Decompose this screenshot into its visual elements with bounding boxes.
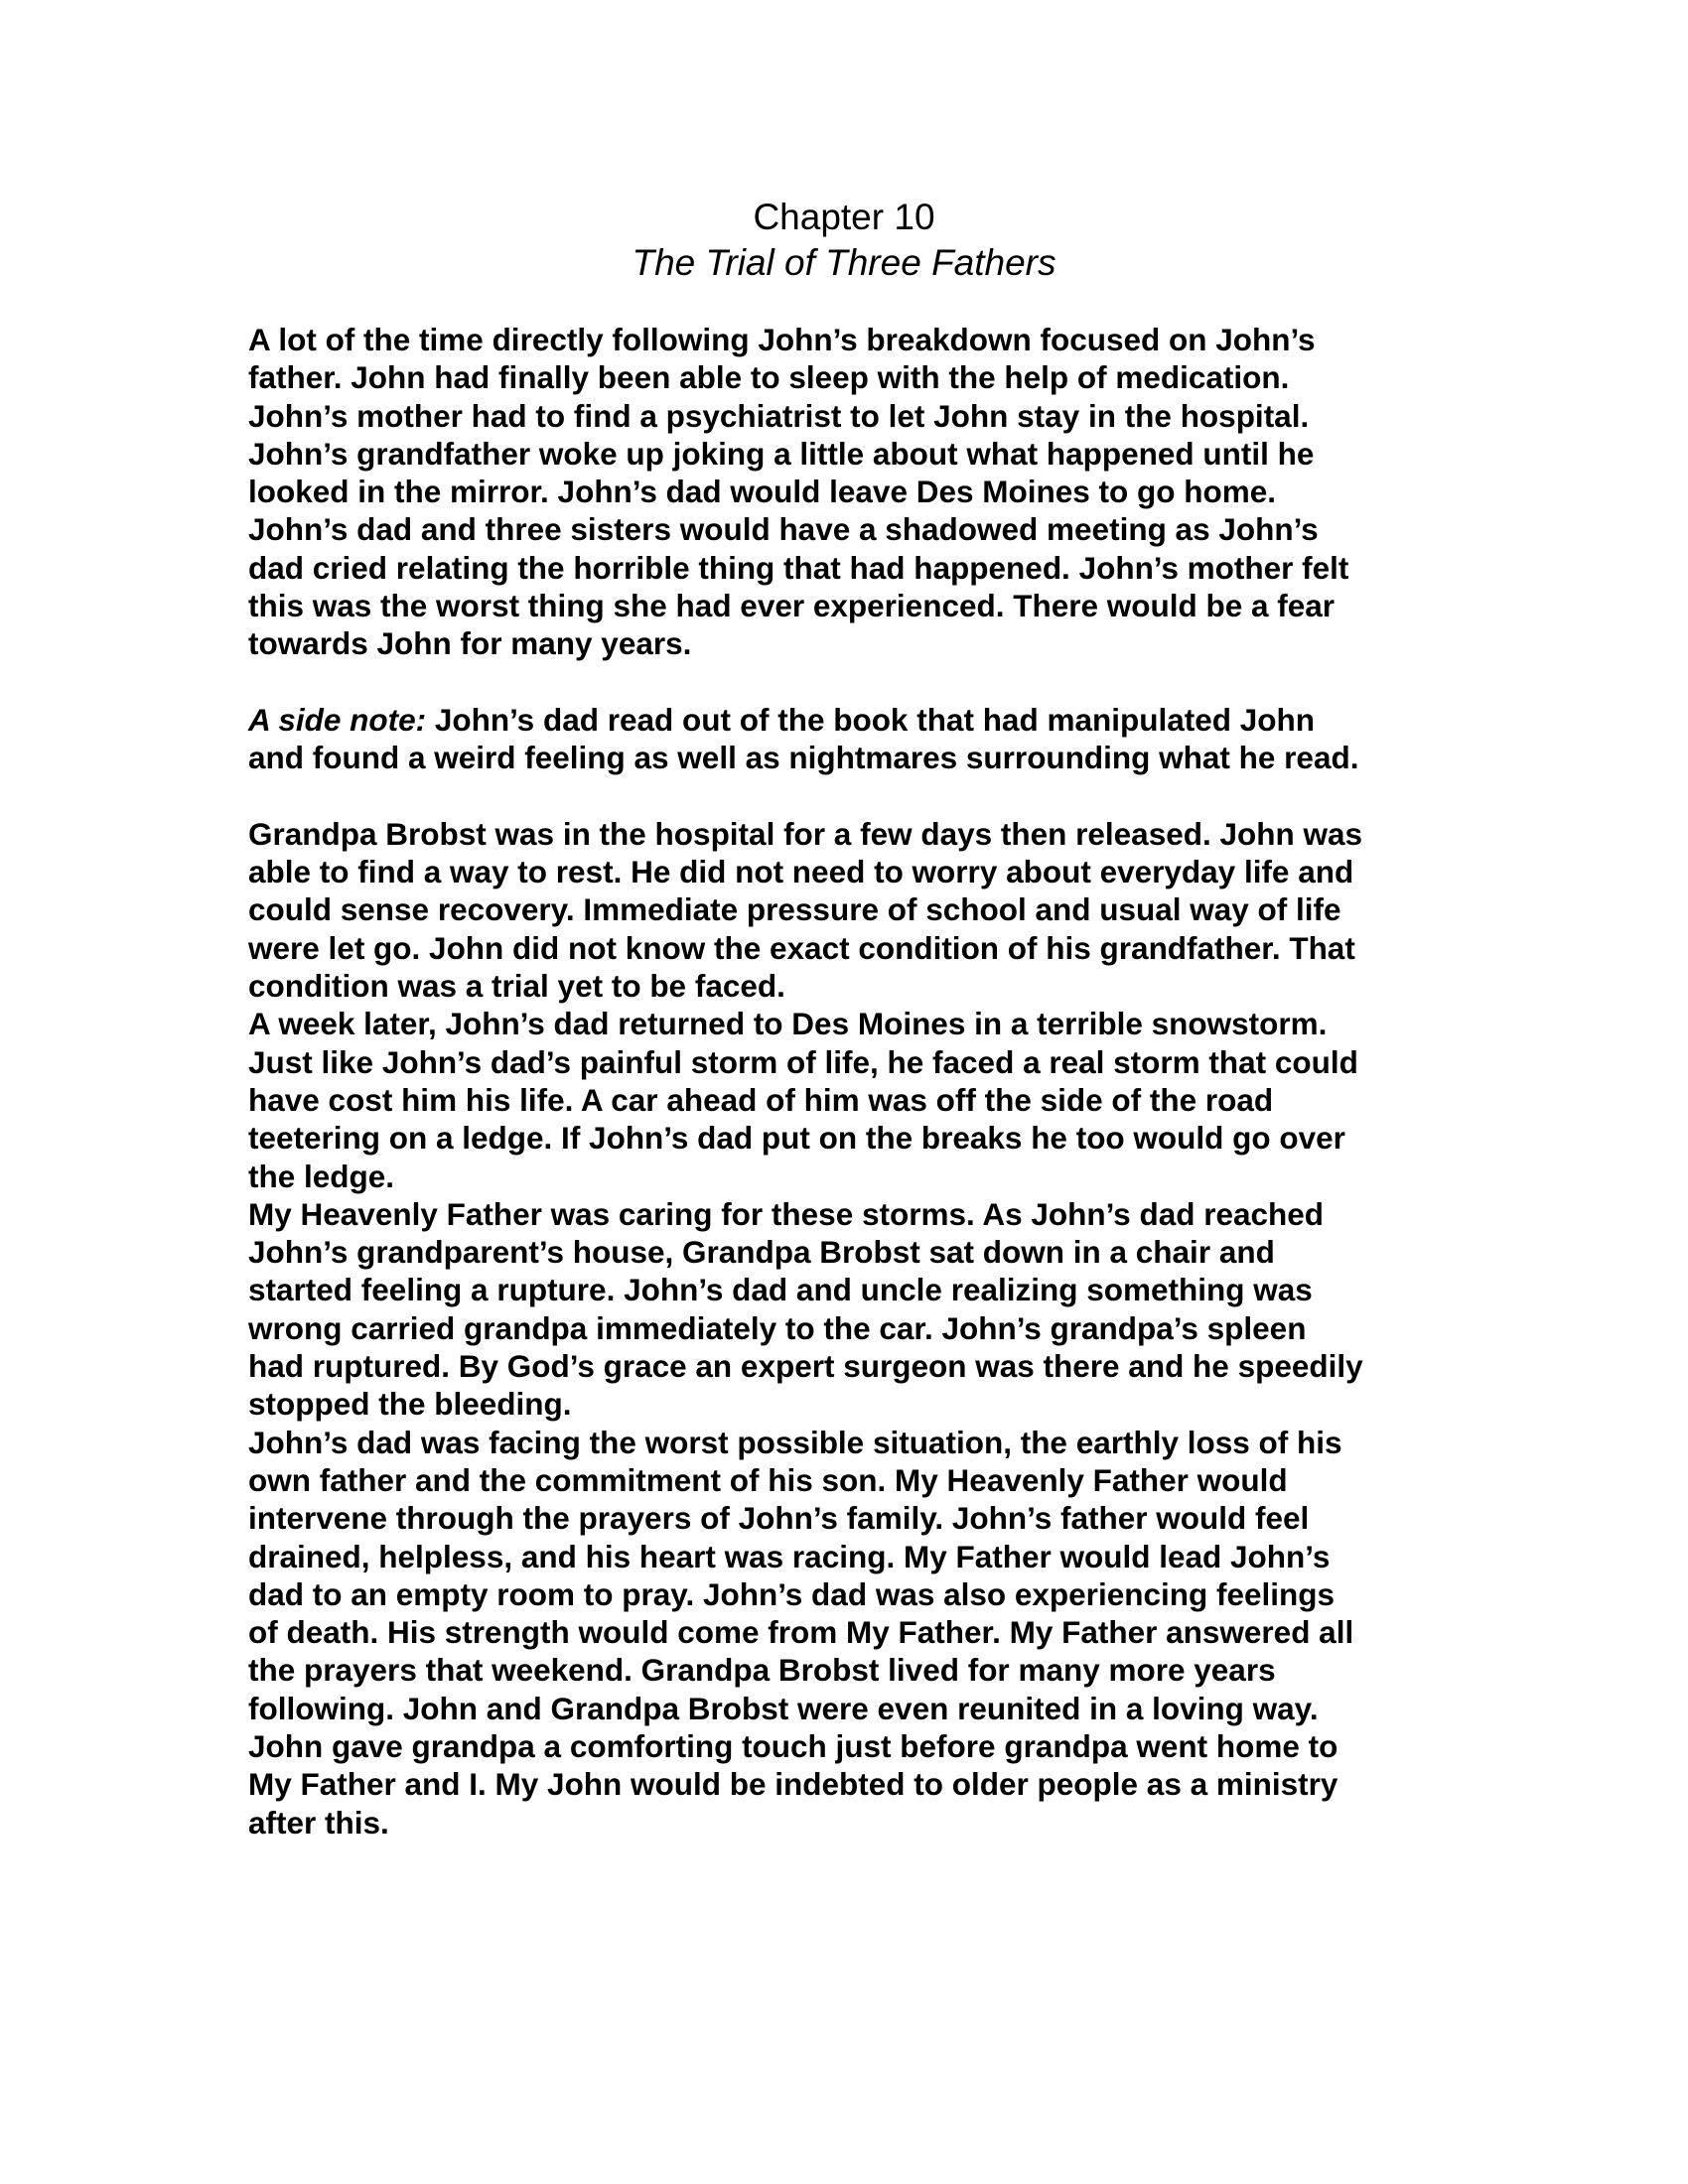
text-line: own father and the commitment of his son. My Heavenly Father would (248, 1461, 1288, 1498)
text-line: intervene through the prayers of John’s family. John’s father would feel (248, 1500, 1310, 1537)
text-line: John’s mother had to find a psychiatrist to let John stay in the hospital. (248, 397, 1310, 434)
text-line: John’s dad and three sisters would have a shadowed meeting as John’s (248, 511, 1319, 548)
text-line: of death. His strength would come from My Father. My Father answered all (248, 1614, 1354, 1651)
paragraph-snowstorm (248, 1005, 1440, 1194)
paragraph-grandpa-hospital (248, 815, 1440, 1005)
text-line: towards John for many years. (248, 625, 692, 662)
paragraph-intro (248, 321, 1440, 663)
text-line: A lot of the time directly following John’s breakdown focused on John’s (248, 322, 1316, 357)
text-line: condition was a trial yet to be faced. (248, 968, 785, 1005)
side-note-text: John’s dad read out of the book that had manipulated John (426, 701, 1315, 738)
text-line: this was the worst thing she had ever experienced. There would be a fear (248, 588, 1336, 624)
text-line: stopped the bleeding. (248, 1386, 572, 1423)
side-note-label: A side note: (248, 701, 427, 738)
chapter-number: Chapter 10 (753, 197, 935, 237)
paragraph-gap (248, 777, 1440, 815)
text-line: and found a weird feeling as well as nightmares surrounding what he read. (248, 740, 1359, 776)
text-line: had ruptured. By God’s grace an expert surgeon was there and he speedily (248, 1348, 1363, 1385)
text-line: John’s grandparent’s house, Grandpa Brobst sat down in a chair and (248, 1234, 1275, 1271)
text-line: could sense recovery. Immediate pressure of school and usual way of life (248, 891, 1341, 928)
chapter-title: The Trial of Three Fathers (632, 242, 1056, 283)
paragraph-gap (248, 663, 1440, 701)
text-line: have cost him his life. A car ahead of him was off the side of the road (248, 1081, 1274, 1118)
paragraph-prayers (248, 1424, 1440, 1842)
text-line: able to find a way to rest. He did not need to worry about everyday life and (248, 854, 1354, 890)
chapter-heading (248, 195, 1440, 286)
text-line: dad to an empty room to pray. John’s dad was also experiencing feelings (248, 1575, 1335, 1612)
text-line: John’s dad was facing the worst possible situation, the earthly loss of his (248, 1424, 1342, 1460)
text-line: John’s grandfather woke up joking a little about what happened until he (248, 435, 1315, 472)
text-line: drained, helpless, and his heart was racing. My Father would lead John’s (248, 1538, 1331, 1574)
paragraph-side-note (248, 701, 1440, 777)
text-line: looked in the mirror. John’s dad would leave Des Moines to go home. (248, 474, 1276, 510)
text-line: wrong carried grandpa immediately to the car. John’s grandpa’s spleen (248, 1309, 1307, 1346)
text-line: started feeling a rupture. John’s dad and uncle realizing something was (248, 1272, 1313, 1308)
text-line: A week later, John’s dad returned to Des Moines in a terrible snowstorm. (248, 1006, 1328, 1042)
text-line: My Father and I. My John would be indebted to older people as a ministry (248, 1766, 1338, 1803)
text-line: dad cried relating the horrible thing that had happened. John’s mother felt (248, 549, 1349, 586)
text-line: were let go. John did not know the exact condition of his grandfather. That (248, 929, 1355, 966)
text-line: John gave grandpa a comforting touch just before grandpa went home to (248, 1727, 1338, 1764)
text-line: teetering on a ledge. If John’s dad put on the breaks he too would go over (248, 1120, 1345, 1157)
paragraph-rupture (248, 1195, 1440, 1424)
text-line: Grandpa Brobst was in the hospital for a few days then released. John was (248, 815, 1363, 852)
chapter-body (248, 321, 1440, 1842)
text-line: father. John had finally been able to sleep with the help of medication. (248, 359, 1290, 396)
text-line: following. John and Grandpa Brobst were even reunited in a loving way. (248, 1690, 1319, 1726)
text-line: My Heavenly Father was caring for these storms. As John’s dad reached (248, 1195, 1325, 1232)
text-line: the prayers that weekend. Grandpa Brobst lived for many more years (248, 1652, 1276, 1689)
text-line: the ledge. (248, 1158, 395, 1194)
text-line: Just like John’s dad’s painful storm of life, he faced a real storm that could (248, 1043, 1358, 1080)
text-line (248, 701, 1440, 739)
text-line: after this. (248, 1804, 389, 1841)
